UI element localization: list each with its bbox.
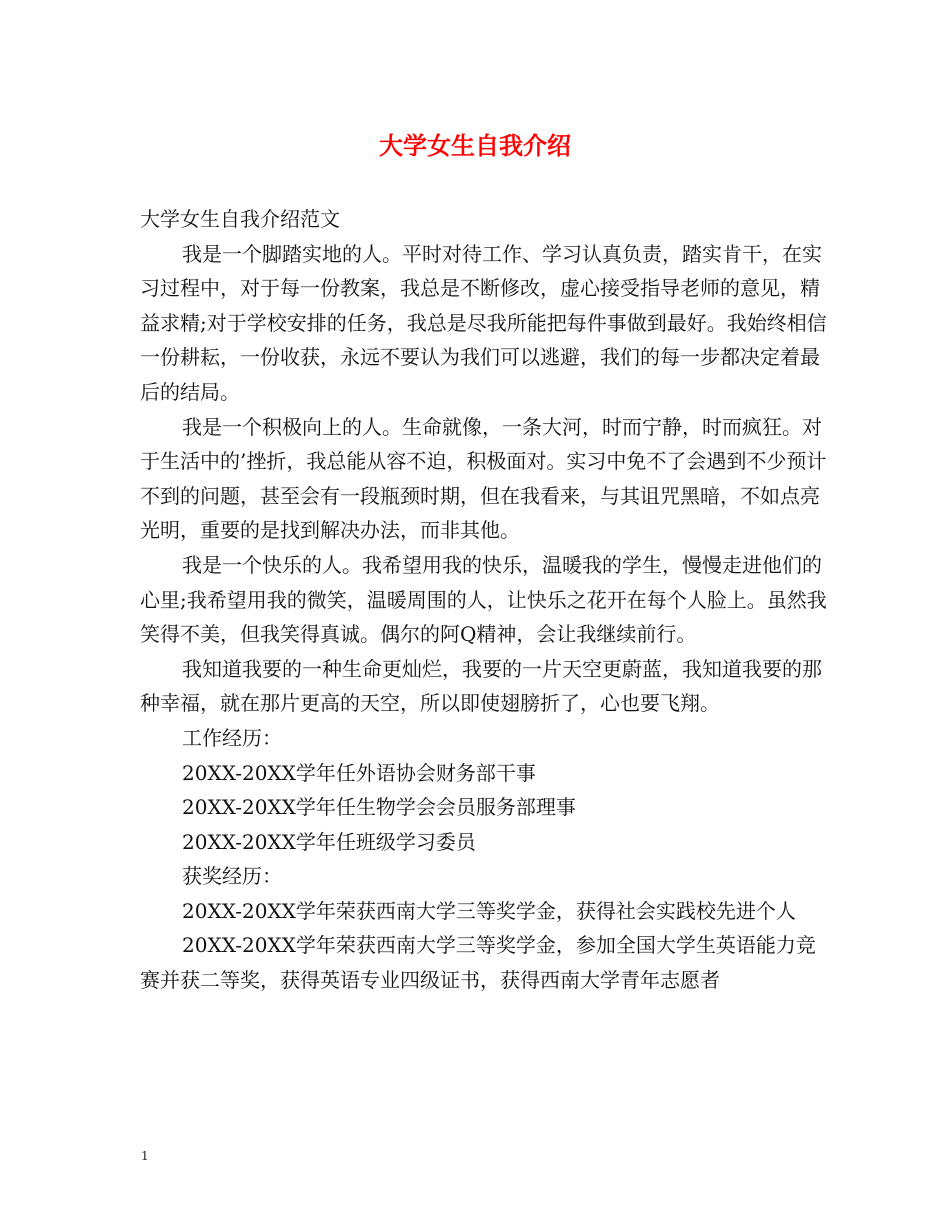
work-experience-item: 20XX-20XX学年任外语协会财务部干事 [182,760,536,785]
award-item: 20XX-20XX学年荣获西南大学三等奖学金，参加全国大学生英语能力竞赛并获二等奖，获得英语专业四级证书，获得西南大学青年志愿者 [140,933,816,993]
paragraph-aspiration: 我知道我要的一种生命更灿烂，我要的一片天空更蔚蓝，我知道我要的那种幸福，就在那片更高的天空，所以即使翅膀折了，心也要飞翔。 [140,656,822,716]
work-experience-item: 20XX-20XX学年任班级学习委员 [182,829,476,854]
page-number: 1 [141,1149,149,1163]
paragraph-down-to-earth: 我是一个脚踏实地的人。平时对待工作、学习认真负责，踏实肯干，在实习过程中，对于每一份教案，我总是不断修改，虚心接受指导老师的意见，精益求精;对于学校安排的任务，我总是尽我所能把每件事做到最好。我始终相信一份耕耘，一份收获，永远不要认为我们可以逃避，我们的每一步都决定着最后的结局。 [140,241,827,404]
document-subtitle: 大学女生自我介绍范文 [140,207,340,231]
document-body [140,202,830,998]
paragraph-happy: 我是一个快乐的人。我希望用我的快乐，温暖我的学生，慢慢走进他们的心里;我希望用我的微笑，温暖周围的人，让快乐之花开在每个人脸上。虽然我笑得不美，但我笑得真诚。偶尔的阿Q精神，会让我继续前行。 [140,552,827,647]
paragraph-positive: 我是一个积极向上的人。生命就像，一条大河，时而宁静，时而疯狂。对于生活中的’挫折，我总能从容不迫，积极面对。实习中免不了会遇到不少预计不到的问题，甚至会有一段瓶颈时期，但在我看来，与其诅咒黑暗，不如点亮光明，重要的是找到解决办法，而非其他。 [140,414,827,543]
work-experience-heading: 工作经历： [182,725,282,750]
work-experience-item: 20XX-20XX学年任生物学会会员服务部理事 [182,795,576,820]
document-title: 大学女生自我介绍 [379,132,571,160]
awards-heading: 获奖经历： [182,864,282,889]
award-item: 20XX-20XX学年荣获西南大学三等奖学金，获得社会实践校先进个人 [182,898,796,923]
